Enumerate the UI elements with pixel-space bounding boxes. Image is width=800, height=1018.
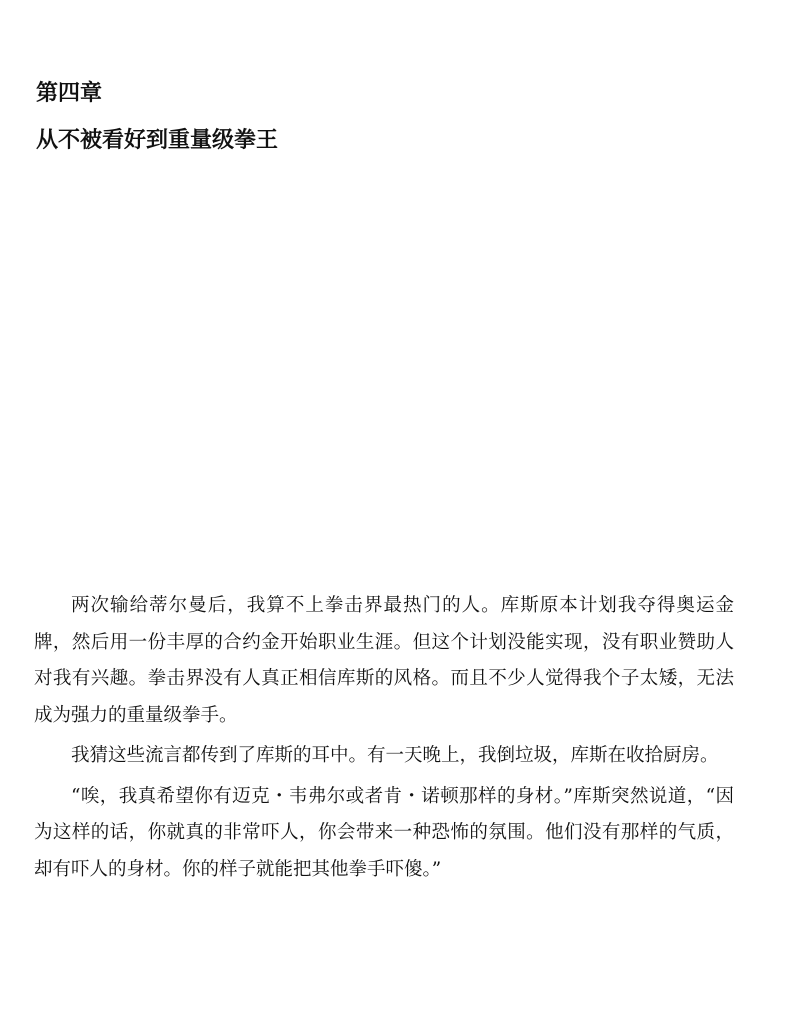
paragraph: 两次输给蒂尔曼后，我算不上拳击界最热门的人。库斯原本计划我夺得奥运金牌，然后用一份丰厚的合约金开始职业生涯。但这个计划没能实现，没有职业赞助人对我有兴趣。拳击界没有人真正相信库斯的风格。而且不少人觉得我个子太矮，无法成为强力的重量级拳手。	[34, 595, 734, 726]
chapter-title: 从不被看好到重量级拳王	[36, 127, 279, 153]
paragraph: “唉，我真希望你有迈克・韦弗尔或者肯・诺顿那样的身材。”库斯突然说道，“因为这样的话，你就真的非常吓人，你会带来一种恐怖的氛围。他们没有那样的气质，却有吓人的身材。你的样子就能把其他拳手吓傻。”	[34, 785, 734, 880]
chapter-body	[34, 588, 734, 892]
chapter-number: 第四章	[36, 80, 103, 106]
paragraph: 我猜这些流言都传到了库斯的耳中。有一天晚上，我倒垃圾，库斯在收拾厨房。	[71, 745, 719, 766]
